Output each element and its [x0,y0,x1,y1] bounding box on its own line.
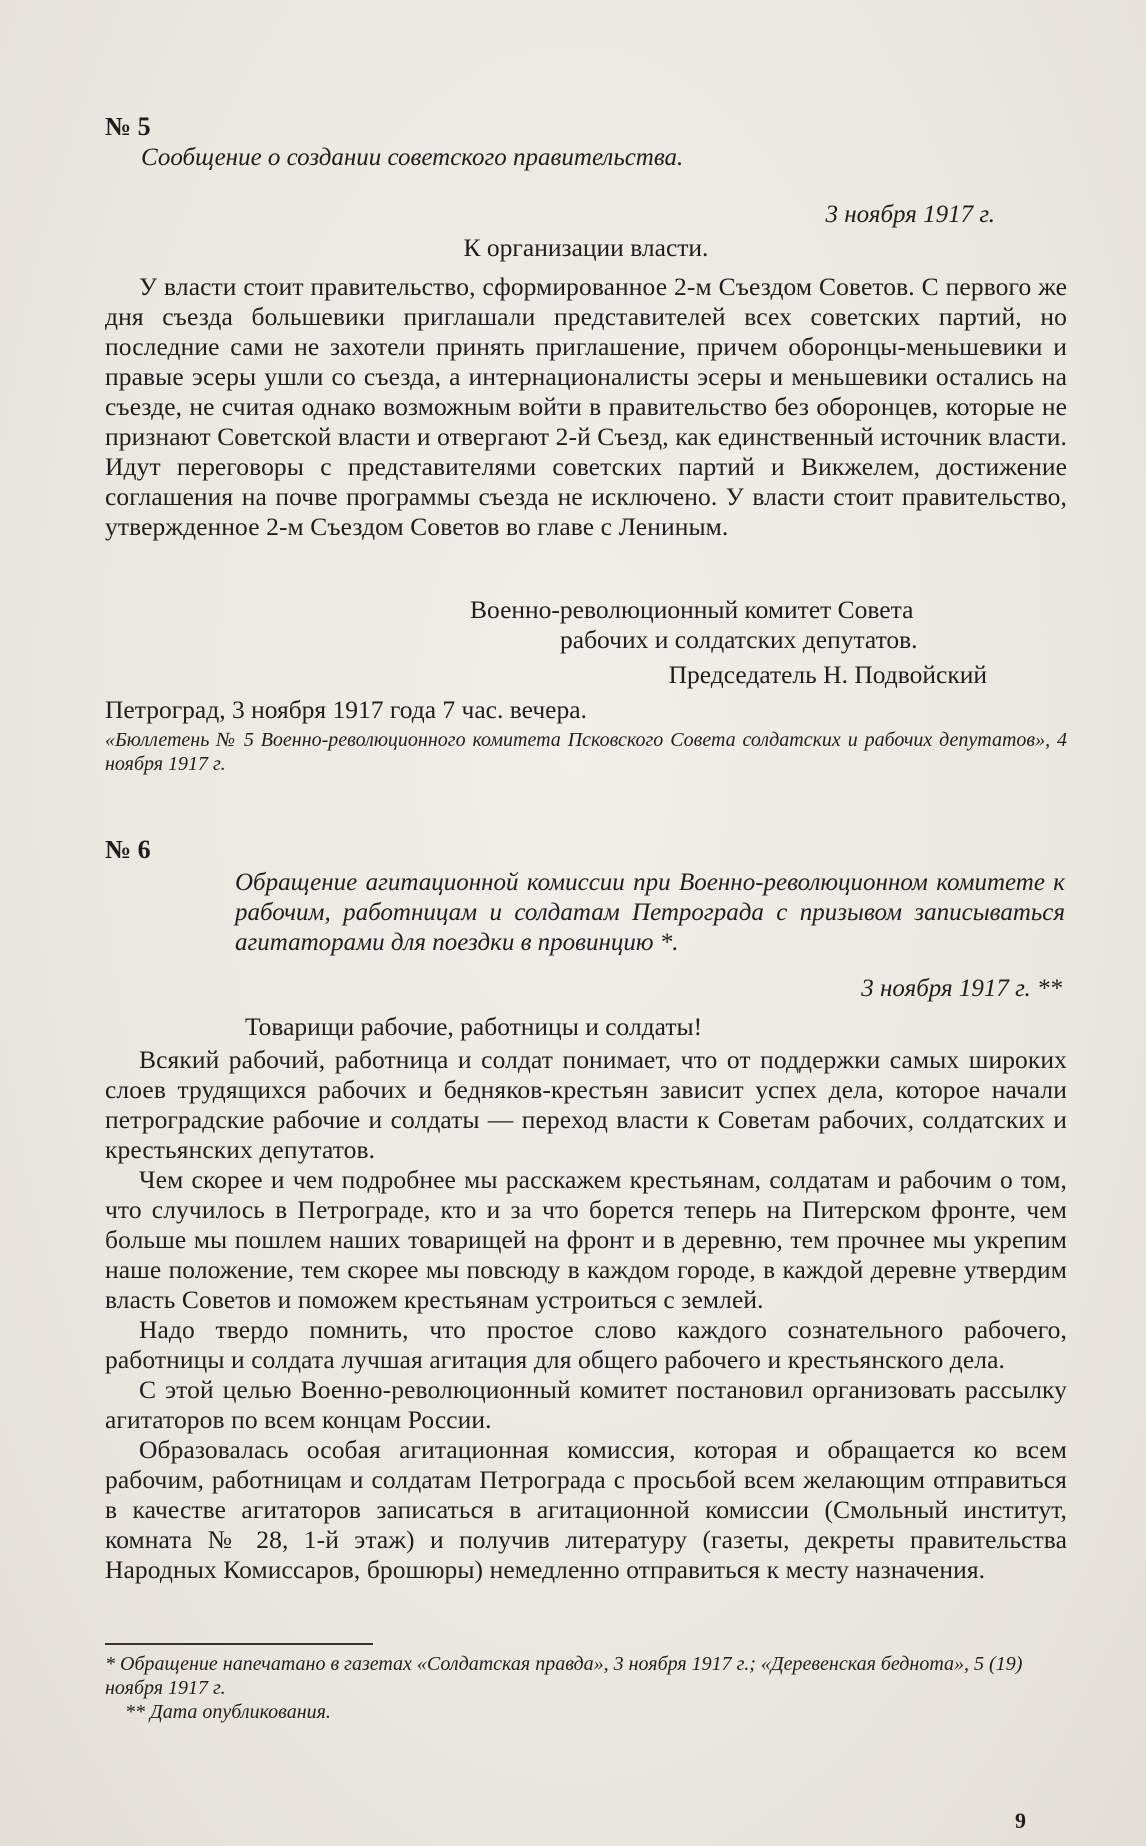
doc5-title: Сообщение о создании советского правительства. [141,144,684,171]
doc5-date: 3 ноября 1917 г. [825,201,995,228]
footnote-rule [105,1643,373,1645]
page-number: 9 [1015,1808,1026,1833]
doc6-paragraph: Образовалась особая агитационная комиссия, которая и обращается ко всем рабочим, работницам и солдатам Петрограда с просьбой всем желающим отправиться в качестве агитаторов записаться в агитационной комиссии (Смольный институт, комната № 28, 1-й этаж) и получив литературу (газеты, декреты правительства Народных Комиссаров, брошюры) немедленно отправиться к месту назначения. [105,1435,1067,1584]
doc5-signature [470,595,990,655]
doc5-number: № 5 [105,112,151,141]
doc6-title: Обращение агитационной комиссии при Военно-революционном комитете к рабочим, работницам и солдатам Петрограда с призывом записываться агитаторами для поездки в провинцию *. [235,869,1065,956]
doc6-paragraph: Всякий рабочий, работница и солдат понимает, что от поддержки самых широких слоев трудящихся рабочих и бедняков-крестьян зависит успех дела, которое начали петроградские рабочие и солдаты — переход власти к Советам рабочих, солдатских и крестьянских депутатов. [105,1045,1067,1164]
doc5-heading: К организации власти. [463,233,709,262]
doc6-paragraph: Чем скорее и чем подробнее мы расскажем крестьянам, солдатам и рабочим о том, что случилось в Петрограде, кто и за что борется теперь на Питерском фронте, чем больше мы пошлем наших товарищей на фронт и в деревню, тем прочнее мы укрепим наше положение, тем скорее мы повсюду в каждом городе, в каждой деревне утвердим власть Советов и поможем крестьянам устроиться с землей. [105,1165,1067,1314]
doc5-signature-line2: рабочих и солдатских депутатов. [560,625,918,654]
doc5-body [105,272,1067,542]
doc6-paragraph: С этой целью Военно-революционный комитет постановил организовать рассылку агитаторов по всем концам России. [105,1375,1067,1434]
doc6-date: 3 ноября 1917 г. ** [861,975,1062,1002]
footnote-2: ** Дата опубликования. [125,1701,331,1723]
doc6-paragraph: Надо твердо помнить, что простое слово каждого сознательного рабочего, работницы и солдата лучшая агитация для общего рабочего и крестьянского дела. [105,1315,1067,1374]
doc5-body-text: У власти стоит правительство, сформированное 2-м Съездом Советов. С первого же дня съезда большевики приглашали представителей всех советских партий, но последние сами не захотели принять приглашение, причем оборонцы-меньшевики и правые эсеры ушли со съезда, а интернационалисты эсеры и меньшевики остались на съезде, не считая однако возможным войти в правительство без оборонцев, которые не признают Советской власти и отвергают 2-й Съезд, как единственный источник власти. Идут переговоры с представителями советских партий и Викжелем, достижение соглашения на почве программы съезда не исключено. У власти стоит правительство, утвержденное 2-м Съездом Советов во главе с Лениным. [105,272,1067,541]
doc6-salutation: Товарищи рабочие, работницы и солдаты! [245,1012,703,1041]
doc5-place-time: Петроград, 3 ноября 1917 года 7 час. вечера. [105,695,587,724]
doc6-number: № 6 [105,835,151,864]
footnote-1: * Обращение напечатано в газетах «Солдатская правда», 3 ноября 1917 г.; «Деревенская беднота», 5 (19) ноября 1917 г. [105,1653,1023,1699]
doc5-signature-line1: Военно-революционный комитет Совета [470,595,914,624]
doc6-body [105,1045,1067,1585]
doc5-source: «Бюллетень № 5 Военно-революционного комитета Псковского Совета солдатских и рабочих депутатов», 4 ноября 1917 г. [105,729,1067,775]
doc5-chairman: Председатель Н. Подвойский [668,660,987,689]
